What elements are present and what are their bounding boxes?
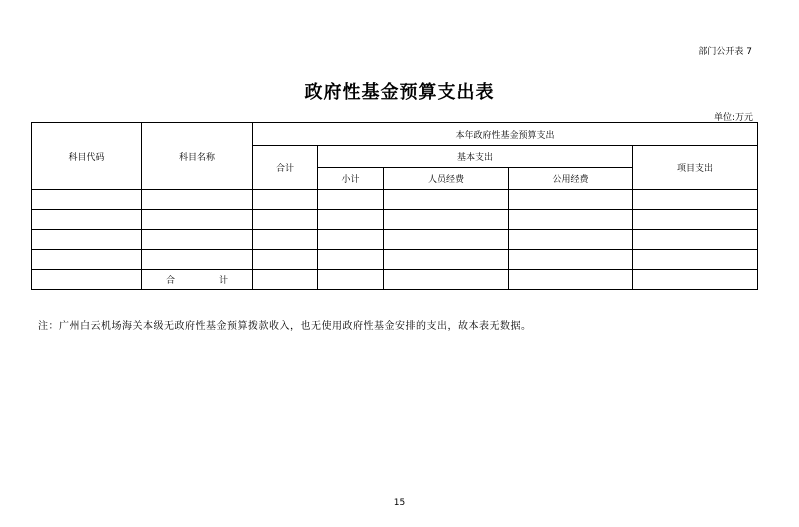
table-row	[32, 230, 758, 250]
table-row	[32, 250, 758, 270]
budget-table	[31, 122, 758, 290]
header-personnel: 人员经费	[384, 168, 509, 190]
total-row	[32, 270, 758, 290]
header-basic-group: 基本支出	[318, 146, 633, 168]
unit-label: 单位:万元	[713, 113, 753, 123]
footnote: 注：广州白云机场海关本级无政府性基金预算拨款收入，也无使用政府性基金安排的支出，故本表无数据。	[38, 321, 532, 332]
header-project: 项目支出	[633, 146, 758, 190]
page-title: 政府性基金预算支出表	[304, 82, 495, 103]
page-number: 15	[393, 498, 406, 508]
header-subject-code: 科目代码	[32, 123, 142, 190]
table-row	[32, 190, 758, 210]
header-current-year-group: 本年政府性基金预算支出	[253, 123, 758, 146]
total-row-label: 合 计	[142, 270, 253, 290]
header-total: 合计	[253, 146, 318, 190]
header-public: 公用经费	[509, 168, 633, 190]
header-subject-name: 科目名称	[142, 123, 253, 190]
table-row	[32, 210, 758, 230]
header-subtotal: 小计	[318, 168, 384, 190]
table-number: 部门公开表 7	[698, 47, 752, 57]
